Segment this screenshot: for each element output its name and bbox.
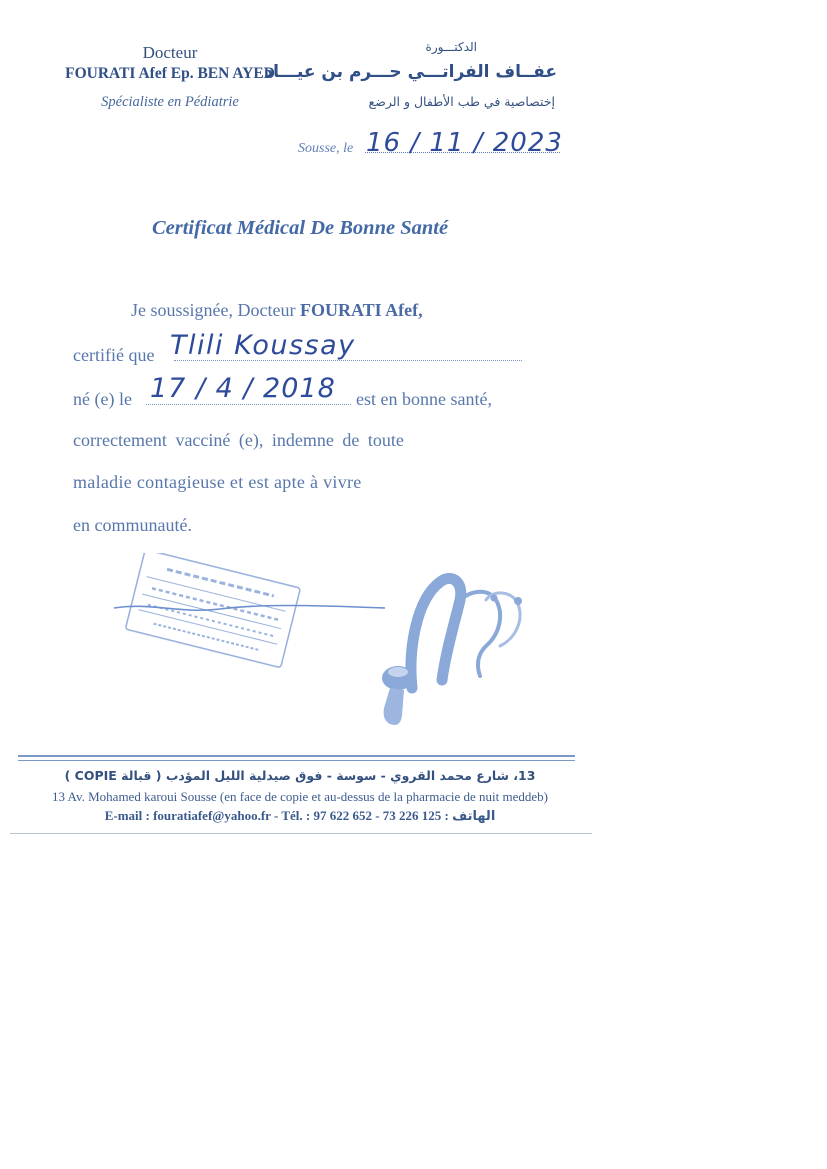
certified-label: certifié que bbox=[73, 345, 155, 365]
doctor-title-ar: الدكتـــورة bbox=[425, 40, 477, 54]
stethoscope-logo-icon bbox=[368, 560, 538, 735]
doctor-name-fr: FOURATI Afef Ep. BEN AYED bbox=[65, 65, 275, 82]
footer-rule-thick bbox=[18, 755, 575, 757]
certificate-title: Certificat Médical De Bonne Santé bbox=[151, 217, 449, 239]
patient-name-handwritten: Tlili Koussay bbox=[170, 330, 356, 361]
footer-contact bbox=[0, 808, 600, 824]
born-label: né (e) le bbox=[73, 389, 132, 409]
doctor-specialty-ar: إختصاصية في طب الأطفال و الرضع bbox=[368, 94, 555, 109]
doctor-title-fr: Docteur bbox=[142, 43, 198, 62]
certificate-line-6: en communauté. bbox=[73, 515, 192, 535]
good-health-text: est en bonne santé, bbox=[356, 389, 492, 409]
footer-address-fr: 13 Av. Mohamed karoui Sousse (en face de copie et au-dessus de la pharmacie de nuit meddeb) bbox=[52, 789, 548, 804]
line1-prefix: Je soussignée, Docteur bbox=[131, 300, 300, 320]
doctor-name-ar: عفــاف الفراتـــي حـــرم بن عيـــاد bbox=[264, 62, 557, 82]
doctor-specialty-fr: Spécialiste en Pédiatrie bbox=[101, 94, 239, 110]
footer-contact-ar: الهاتف bbox=[452, 809, 496, 824]
signature-stroke-icon bbox=[110, 600, 390, 620]
certificate-line-5: maladie contagieuse et est apte à vivre bbox=[73, 472, 362, 492]
footer-rule-thin bbox=[18, 760, 575, 761]
birth-date-handwritten: 17 / 4 / 2018 bbox=[150, 373, 336, 404]
line1-doctor-name: FOURATI Afef, bbox=[299, 300, 423, 320]
footer-address-ar: 13، شارع محمد القروي - سوسة - فوق صيدلية الليل المؤدب ( قبالة COPIE ) bbox=[64, 768, 536, 783]
birth-date-dotted-line bbox=[146, 404, 351, 405]
certificate-line-4: correctement vacciné (e), indemne de toute bbox=[73, 430, 404, 450]
certificate-line-1 bbox=[131, 300, 423, 321]
date-handwritten: 16 / 11 / 2023 bbox=[366, 128, 563, 158]
date-label: Sousse, le bbox=[298, 141, 354, 156]
footer-rule-bottom bbox=[10, 833, 592, 834]
footer-contact-fr: E-mail : fouratiafef@yahoo.fr - Tél. : 97 622 652 - 73 226 125 : bbox=[104, 808, 453, 823]
